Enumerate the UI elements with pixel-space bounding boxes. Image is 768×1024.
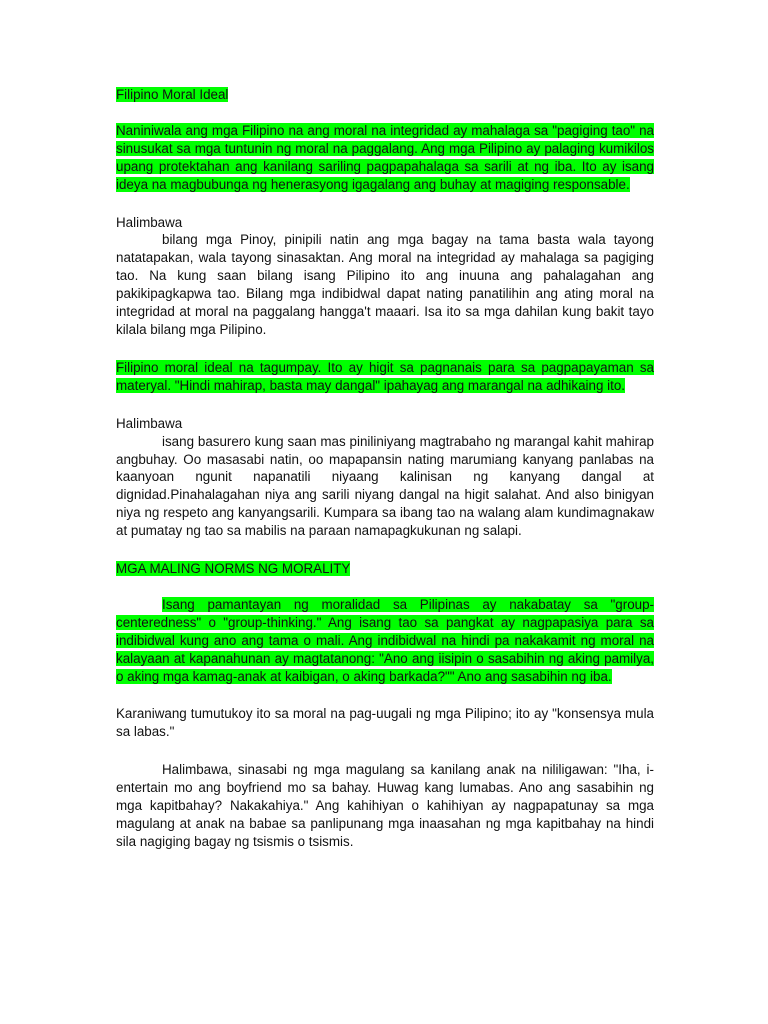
example-label-2: Halimbawa: [116, 415, 183, 431]
document-body: [116, 86, 654, 851]
paragraph-external-conscience: Karaniwang tumutukoy ito sa moral na pag-uugali ng mga Pilipino; ito ay "konsensya mula sa labas.": [116, 706, 654, 740]
heading-wrong-norms: MGA MALING NORMS NG MORALITY: [116, 561, 351, 577]
example-label-1: Halimbawa: [116, 214, 183, 230]
example-text-2: isang basurero kung saan mas piniliniyang magtrabaho ng marangal kahit mahirap angbuhay. Oo masasabi natin, oo mapapansin nating marumiang kanyang panlabas na kaanyoan ngunit napanatili niyaang kalinisan ng kanyang dangal at dignidad.Pinahalagahan niya ang sarili niyang dangal na higit salahat. And also binigyan niya ng respeto ang kanyangsarili. Kumpara sa ibang tao na walang alam kundimagnakaw at pumatay ng tao sa mabilis na paraan namapagkukunan ng salapi.: [116, 433, 654, 539]
paragraph-parents-example: Halimbawa, sinasabi ng mga magulang sa kanilang anak na nililigawan: "Iha, i-entertain mo ang boyfriend mo sa bahay. Huwag kang lumabas. Ano ang sasabihin ng mga kapitbahay? Nakakahiya." Ang kahihiyan o kahihiyan ay nagpapatunay sa mga magulang at anak na babae sa panlipunang mga inaasahan ng mga kapitbahay na hindi sila nagiging bagay ng tsismis o tsismis.: [116, 762, 654, 849]
paragraph-group-centeredness: Isang pamantayan ng moralidad sa Pilipinas ay nakabatay sa "group-centeredness" o "group-thinking." Ang isang tao sa pangkat ay nagpapasiya para sa indibidwal kung ano ang tama o mali. Ang indibidwal na hindi pa nakakamit ng moral na kalayaan at kapanahunan ay magtatanong: "Ano ang iisipin o sasabihin ng aking pamilya, o aking mga kamag-anak at kaibigan, o aking barkada?"" Ano ang sasabihin ng iba.: [116, 596, 654, 684]
paragraph-moral-integrity: Naniniwala ang mga Filipino na ang moral na integridad ay mahalaga sa "pagiging tao" na sinusukat sa mga tuntunin ng moral na paggalang. Ang mga Pilipino ay palaging kumikilos upang protektahan ang kanilang sariling pagpapahalaga sa sarili at ng iba. Ito ay isang ideya na magbubunga ng henerasyong igagalang ang buhay at magiging responsable.: [116, 122, 654, 192]
heading-filipino-moral-ideal: Filipino Moral Ideal: [116, 87, 229, 102]
example-text-1: bilang mga Pinoy, pinipili natin ang mga bagay na tama basta wala tayong natatapakan, wala tayong sinasaktan. Ang moral na integridad ay mahalaga sa pagiging tao. Na kung saan bilang isang Pilipino ito ang inuuna ang pahalagahan ang pakikipagkapwa tao. Bilang mga indibidwal dapat nating panatilihin ang ating moral na integridad at moral na paggalang hangga't maaari. Isa ito sa mga dahilan kung bakit tayo kilala bilang mga Pilipino.: [116, 232, 654, 337]
paragraph-moral-success: Filipino moral ideal na tagumpay. Ito ay higit sa pagnanais para sa pagpapayaman sa materyal. "Hindi mahirap, basta may dangal" ipahayag ang marangal na adhikaing ito.: [116, 359, 654, 393]
